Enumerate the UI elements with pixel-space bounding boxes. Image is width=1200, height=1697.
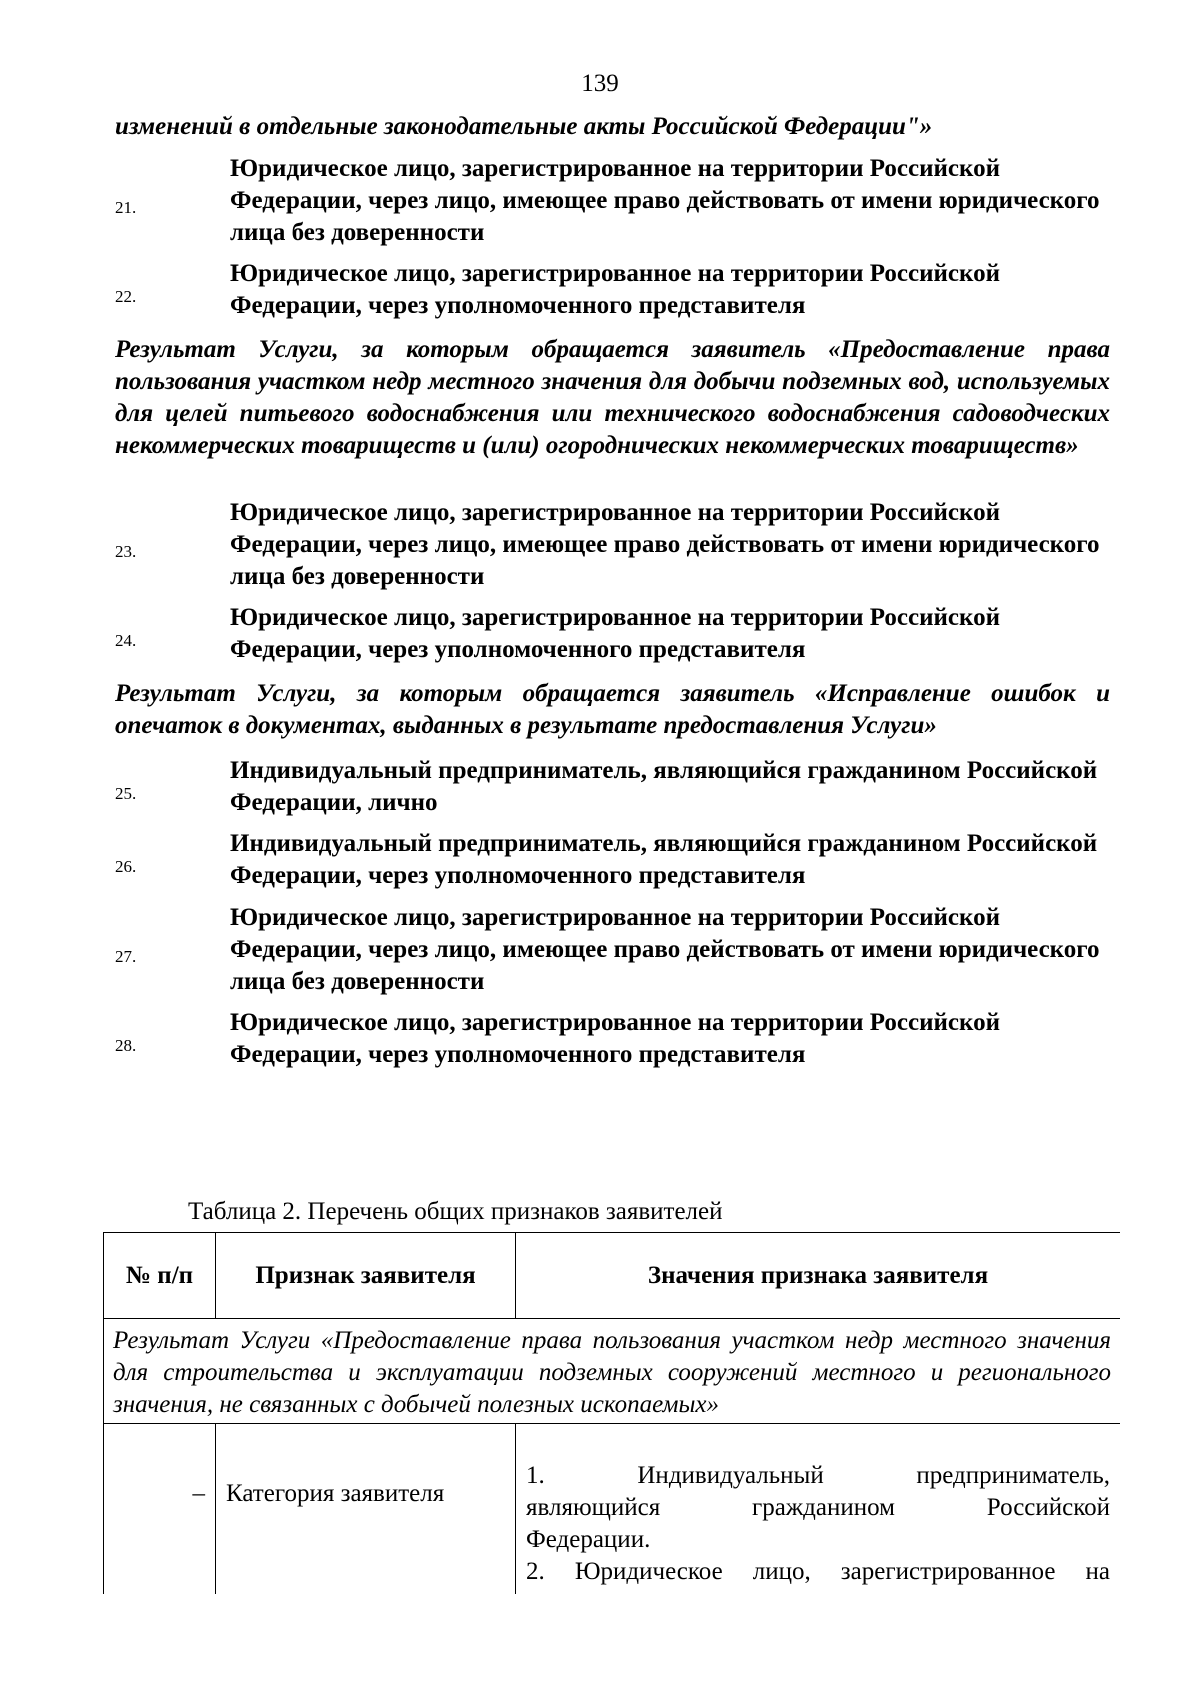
item-text: Юридическое лицо, зарегистрированное на территории Российской Федерации, через лицо, имеющее право действовать от имени юридического лица без доверенности — [230, 155, 1100, 246]
row-attribute: Категория заявителя — [216, 1424, 516, 1595]
item-number: 26. — [115, 857, 137, 876]
item-text: Юридическое лицо, зарегистрированное на территории Российской Федерации, через лицо, имеющее право действовать от имени юридического лица без доверенности — [230, 904, 1100, 995]
value-line: Федерации. — [526, 1526, 651, 1553]
item-number: 27. — [115, 947, 137, 966]
item-text: Индивидуальный предприниматель, являющийся гражданином Российской Федерации, через уполномоченного представителя — [230, 830, 1098, 889]
row-values — [516, 1424, 1121, 1595]
item-text: Индивидуальный предприниматель, являющийся гражданином Российской Федерации, лично — [230, 757, 1098, 816]
item-text: Юридическое лицо, зарегистрированное на территории Российской Федерации, через лицо, имеющее право действовать от имени юридического лица без доверенности — [230, 499, 1100, 590]
page-number: 139 — [581, 70, 619, 97]
header-values: Значения признака заявителя — [516, 1233, 1121, 1319]
table-caption: Таблица 2. Перечень общих признаков заявителей — [188, 1198, 723, 1225]
value-line: 2. Юридическое лицо, зарегистрированное на — [526, 1558, 1110, 1585]
value-line: являющийся гражданином Российской — [526, 1494, 1110, 1521]
header-attribute: Признак заявителя — [216, 1233, 516, 1319]
section-heading: Результат Услуги, за которым обращается заявитель «Предоставление права пользования участком недр местного значения для добычи подземных вод, используемых для целей питьевого водоснабжения или технического водоснабжения садоводческих некоммерческих товариществ и (или) огороднических некоммерческих товариществ» — [115, 336, 1110, 459]
group-title: Результат Услуги «Предоставление права пользования участком недр местного значения для строительства и эксплуатации подземных сооружений местного и регионального значения, не связанных с добычей полезных ископаемых» — [104, 1319, 1121, 1424]
header-num: № п/п — [104, 1233, 216, 1319]
section-heading: Результат Услуги, за которым обращается заявитель «Исправление ошибок и опечаток в документах, выданных в результате предоставления Услуги» — [115, 680, 1110, 739]
applicant-attributes-table — [103, 1232, 1120, 1594]
item-number: 22. — [115, 287, 137, 306]
row-number: – — [104, 1424, 216, 1595]
table-group-row — [104, 1319, 1121, 1424]
item-number: 23. — [115, 542, 137, 561]
table-row — [104, 1424, 1121, 1595]
item-text: Юридическое лицо, зарегистрированное на территории Российской Федерации, через уполномоченного представителя — [230, 1009, 1000, 1068]
item-number: 21. — [115, 198, 137, 217]
item-number: 24. — [115, 631, 137, 650]
value-line: 1. Индивидуальный предприниматель, — [526, 1462, 1110, 1489]
item-text: Юридическое лицо, зарегистрированное на территории Российской Федерации, через уполномоченного представителя — [230, 604, 1000, 663]
table-header-row — [104, 1233, 1121, 1319]
item-number: 25. — [115, 784, 137, 803]
item-text: Юридическое лицо, зарегистрированное на территории Российской Федерации, через уполномоченного представителя — [230, 260, 1000, 319]
header-line: изменений в отдельные законодательные акты Российской Федерации"» — [115, 113, 933, 140]
item-number: 28. — [115, 1036, 137, 1055]
